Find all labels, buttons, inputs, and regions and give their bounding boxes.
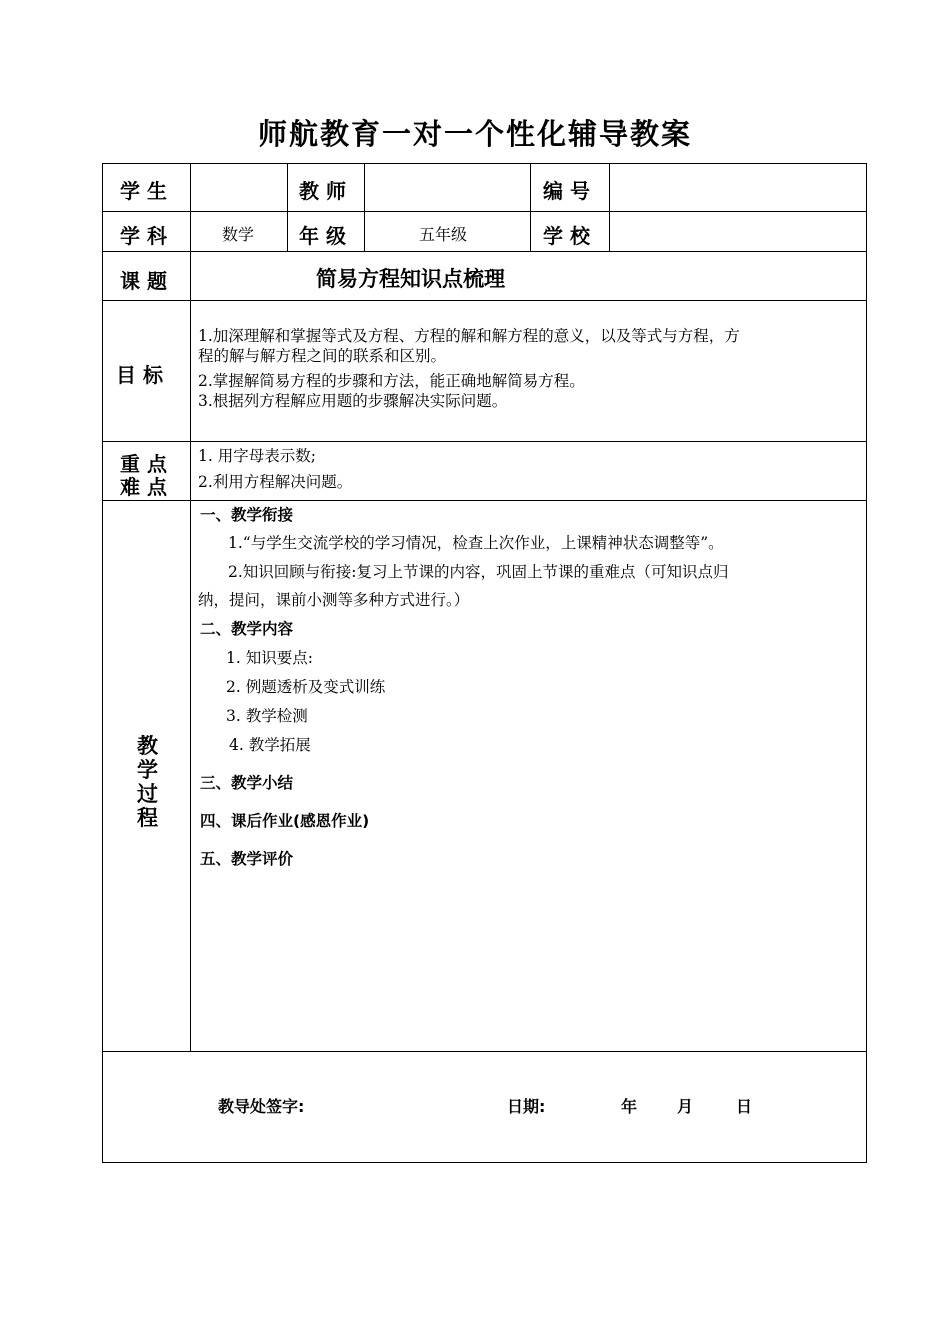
goal-line: 3.根据列方程解应用题的步骤解决实际问题。 [198, 392, 508, 410]
section-heading: 四、课后作业(感恩作业) [200, 812, 370, 830]
process-item: 2. 例题透析及变式训练 [226, 678, 386, 696]
table-line [287, 163, 288, 251]
date-label: 日期: [507, 1097, 546, 1116]
table-line [190, 163, 191, 1051]
section-heading: 三、教学小结 [200, 774, 294, 792]
goal-line: 程的解与解方程之间的联系和区别。 [198, 347, 447, 365]
process-item: 3. 教学检测 [226, 707, 308, 725]
month-label: 月 [677, 1097, 694, 1116]
goal-line: 1.加深理解和掌握等式及方程、方程的解和解方程的意义，以及等式与方程，方 [198, 327, 740, 345]
process-item: 2.知识回顾与衔接:复习上节课的内容，巩固上节课的重难点（可知识点归 [228, 563, 729, 581]
table-line [866, 163, 867, 1163]
table-line [102, 163, 103, 1163]
key-point-line: 1. 用字母表示数; [198, 447, 316, 465]
key-points-label: 重 点 [120, 452, 167, 476]
table-line [102, 251, 867, 252]
grade-value: 五年级 [419, 225, 468, 244]
section-heading: 五、教学评价 [200, 850, 294, 868]
table-line [102, 500, 867, 501]
signature-field[interactable] [330, 1088, 490, 1118]
office-signature-label: 教导处签字: [218, 1097, 305, 1116]
number-value-cell[interactable] [610, 164, 866, 211]
process-label-char: 学 [137, 758, 158, 782]
teacher-label: 教 师 [299, 179, 346, 203]
grade-label: 年 级 [299, 224, 346, 248]
day-label: 日 [736, 1097, 753, 1116]
student-label: 学 生 [120, 179, 167, 203]
goals-label: 目 标 [116, 363, 163, 387]
process-item: 1.“与学生交流学校的学习情况，检查上次作业，上课精神状态调整等”。 [228, 534, 724, 552]
goal-line: 2.掌握解简易方程的步骤和方法，能正确地解简易方程。 [198, 372, 585, 390]
topic-value: 简易方程知识点梳理 [316, 267, 505, 291]
process-label-char: 教 [137, 734, 158, 758]
teacher-value-cell[interactable] [365, 164, 530, 211]
subject-value: 数学 [222, 225, 255, 244]
difficult-points-label: 难 点 [120, 475, 167, 499]
student-value-cell[interactable] [191, 164, 287, 211]
table-line [102, 300, 867, 301]
process-item: 纳，提问，课前小测等多种方式进行。） [198, 591, 470, 609]
table-line [530, 163, 531, 251]
table-line [102, 1162, 867, 1163]
document-title: 师航教育一对一个性化辅导教案 [257, 117, 692, 151]
school-label: 学 校 [543, 224, 590, 248]
number-label: 编 号 [543, 179, 590, 203]
process-label-char: 过 [137, 782, 158, 806]
process-label-char: 程 [137, 806, 158, 830]
topic-label: 课 题 [120, 269, 167, 293]
table-line [102, 441, 867, 442]
process-item: 4. 教学拓展 [229, 736, 311, 754]
school-value-cell[interactable] [610, 212, 866, 251]
table-line [102, 1051, 867, 1052]
section-heading: 二、教学内容 [200, 620, 294, 638]
process-item: 1. 知识要点: [226, 649, 313, 667]
key-point-line: 2.利用方程解决问题。 [198, 473, 353, 491]
section-heading: 一、教学衔接 [200, 506, 294, 524]
subject-label: 学 科 [120, 224, 167, 248]
year-label: 年 [621, 1097, 638, 1116]
